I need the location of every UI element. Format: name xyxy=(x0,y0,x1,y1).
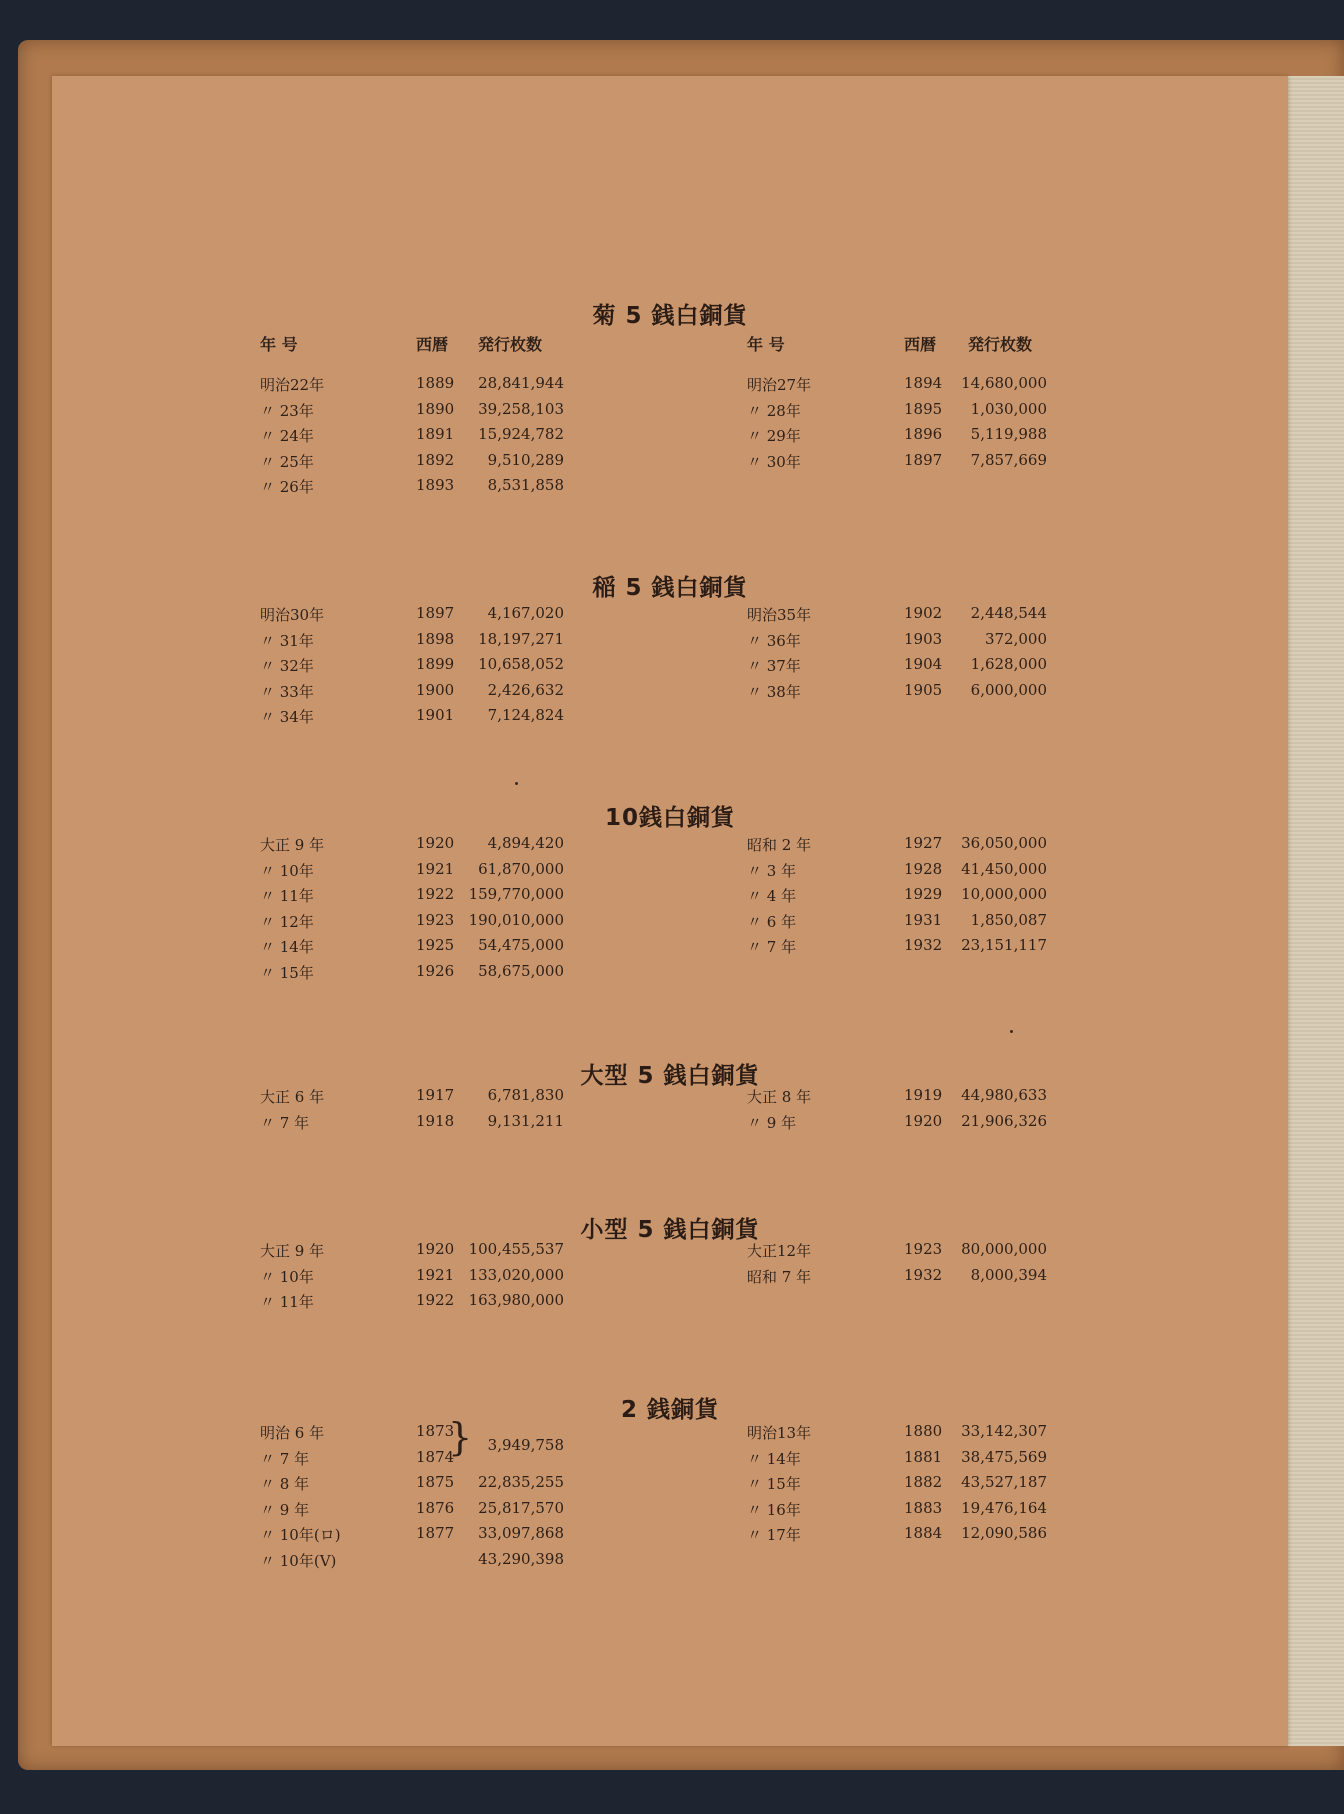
section-title-10sen: 10銭白銅貨 xyxy=(604,805,735,832)
cell-era: 明治22年 xyxy=(260,376,325,394)
cell-era: 昭和 7 年 xyxy=(747,1267,812,1286)
cell-count: 38,475,569 xyxy=(961,1447,1047,1466)
cell-era: 〃 11年 xyxy=(260,1293,314,1312)
cell-era: 〃 26年 xyxy=(260,478,314,497)
cell-era: 〃 3 年 xyxy=(747,861,797,880)
cell-ad: 1896 xyxy=(904,425,943,444)
cell-ad: 1920 xyxy=(416,834,455,852)
cell-count: 7,124,824 xyxy=(487,706,564,725)
cell-count: 133,020,000 xyxy=(468,1265,564,1284)
cell-era: 〃 8 年 xyxy=(260,1475,310,1494)
cell-ad: 1929 xyxy=(904,885,943,904)
paper-speck xyxy=(1010,1030,1013,1033)
cell-era: 〃 17年 xyxy=(747,1526,801,1545)
cell-count: 12,090,586 xyxy=(961,1524,1047,1543)
cell-ad: 1900 xyxy=(416,680,455,699)
cell-era: 〃 32年 xyxy=(260,657,314,676)
cell-ad: 1874 xyxy=(416,1447,455,1466)
cell-ad: 1932 xyxy=(904,1265,943,1284)
section-title-large-5sen: 大型 5 銭白銅貨 xyxy=(580,1063,760,1090)
cell-count: 33,142,307 xyxy=(961,1422,1047,1440)
cell-era: 明治35年 xyxy=(747,606,812,624)
cell-ad: 1895 xyxy=(904,399,943,418)
cell-count: 54,475,000 xyxy=(478,936,564,955)
cell-count: 43,290,398 xyxy=(478,1550,564,1568)
cell-era: 〃 34年 xyxy=(260,708,314,727)
cell-ad: 1899 xyxy=(416,655,455,674)
cell-era: 大正 9 年 xyxy=(260,1242,325,1260)
cell-ad: 1932 xyxy=(904,936,943,955)
cell-ad: 1926 xyxy=(416,962,455,980)
cell-count: 23,151,117 xyxy=(961,936,1047,955)
cell-count: 10,658,052 xyxy=(478,655,564,674)
cell-era: 〃 9 年 xyxy=(260,1500,310,1519)
cell-ad: 1873 xyxy=(416,1422,455,1440)
cell-count: 9,131,211 xyxy=(487,1111,564,1130)
cell-count: 28,841,944 xyxy=(478,374,564,392)
cell-era: 〃 7 年 xyxy=(260,1113,310,1132)
cell-era: 〃 12年 xyxy=(260,912,314,931)
cell-count: 2,426,632 xyxy=(487,680,564,699)
cell-count: 7,857,669 xyxy=(970,450,1047,469)
cell-count: 6,781,830 xyxy=(487,1086,564,1104)
cell-era: 〃 11年 xyxy=(260,887,314,906)
cell-ad: 1880 xyxy=(904,1422,943,1440)
cell-era: 〃 15年 xyxy=(747,1475,801,1494)
header-era-left: 年 号 xyxy=(260,335,298,354)
header-era-right: 年 号 xyxy=(747,335,785,354)
cell-era: 〃 23年 xyxy=(260,401,314,420)
cell-era: 大正 8 年 xyxy=(747,1088,812,1106)
cell-era: 〃 24年 xyxy=(260,427,314,446)
cell-ad: 1905 xyxy=(904,680,943,699)
cell-count: 3,949,758 xyxy=(487,1435,564,1454)
cell-ad: 1877 xyxy=(416,1524,455,1543)
cell-era: 〃 30年 xyxy=(747,452,801,471)
header-ad-left: 西暦 xyxy=(416,335,449,354)
cell-count: 44,980,633 xyxy=(961,1086,1047,1104)
cell-era: 〃 36年 xyxy=(747,631,801,650)
cell-era: 〃 4 年 xyxy=(747,887,797,906)
cell-count: 19,476,164 xyxy=(961,1498,1047,1517)
cell-era: 〃 10年 xyxy=(260,1267,314,1286)
cell-ad: 1897 xyxy=(904,450,943,469)
cell-count: 372,000 xyxy=(984,629,1047,648)
cell-era: 〃 15年 xyxy=(260,964,314,982)
cell-count: 8,531,858 xyxy=(487,476,564,495)
header-count-right: 発行枚数 xyxy=(968,335,1033,354)
cell-era: 〃 7 年 xyxy=(260,1449,310,1468)
cell-count: 2,448,544 xyxy=(970,604,1047,622)
cell-ad: 1882 xyxy=(904,1473,943,1492)
cell-era: 〃 29年 xyxy=(747,427,801,446)
cell-count: 159,770,000 xyxy=(468,885,564,904)
cell-ad: 1892 xyxy=(416,450,455,469)
cell-era: 明治13年 xyxy=(747,1424,812,1442)
cell-ad: 1923 xyxy=(416,910,455,929)
cell-era: 大正12年 xyxy=(747,1242,812,1260)
cell-era: 〃 14年 xyxy=(747,1449,801,1468)
section-title-kiku-5sen: 菊 5 銭白銅貨 xyxy=(592,303,748,330)
header-ad-right: 西暦 xyxy=(904,335,937,354)
cell-ad: 1920 xyxy=(904,1111,943,1130)
cell-ad: 1875 xyxy=(416,1473,455,1492)
cell-count: 190,010,000 xyxy=(468,910,564,929)
cell-ad: 1920 xyxy=(416,1240,455,1258)
cell-era: 〃 16年 xyxy=(747,1500,801,1519)
header-count-left: 発行枚数 xyxy=(478,335,543,354)
cell-ad: 1925 xyxy=(416,936,455,955)
cell-era: 〃 10年(V) xyxy=(260,1552,337,1570)
cell-ad: 1898 xyxy=(416,629,455,648)
cell-count: 8,000,394 xyxy=(970,1265,1047,1284)
cell-ad: 1923 xyxy=(904,1240,943,1258)
cell-ad: 1928 xyxy=(904,859,943,878)
cell-count: 1,850,087 xyxy=(970,910,1047,929)
cell-ad: 1921 xyxy=(416,859,455,878)
cell-era: 昭和 2 年 xyxy=(747,836,812,854)
paper-speck xyxy=(515,782,518,785)
cell-era: 〃 6 年 xyxy=(747,912,797,931)
cell-ad: 1890 xyxy=(416,399,455,418)
cell-era: 明治 6 年 xyxy=(260,1424,325,1442)
cell-era: 明治30年 xyxy=(260,606,325,624)
section-title-small-5sen: 小型 5 銭白銅貨 xyxy=(580,1217,760,1244)
cell-count: 61,870,000 xyxy=(478,859,564,878)
cell-ad: 1894 xyxy=(904,374,943,392)
cell-count: 10,000,000 xyxy=(961,885,1047,904)
cell-era: 〃 28年 xyxy=(747,401,801,420)
cell-ad: 1891 xyxy=(416,425,455,444)
combined-years-brace: } xyxy=(448,1415,473,1459)
cell-era: 〃 33年 xyxy=(260,682,314,701)
cell-ad: 1893 xyxy=(416,476,455,495)
cell-era: 〃 9 年 xyxy=(747,1113,797,1132)
cell-era: 大正 6 年 xyxy=(260,1088,325,1106)
cell-count: 36,050,000 xyxy=(961,834,1047,852)
cell-ad: 1903 xyxy=(904,629,943,648)
cell-ad: 1922 xyxy=(416,885,455,904)
section-title-ine-5sen: 稲 5 銭白銅貨 xyxy=(592,575,748,602)
section-title-2sen: 2 銭銅貨 xyxy=(620,1397,719,1424)
cell-count: 21,906,326 xyxy=(961,1111,1047,1130)
cell-ad: 1883 xyxy=(904,1498,943,1517)
cell-ad: 1904 xyxy=(904,655,943,674)
cell-count: 15,924,782 xyxy=(478,425,564,444)
cell-count: 14,680,000 xyxy=(961,374,1047,392)
cell-era: 〃 37年 xyxy=(747,657,801,676)
cell-count: 9,510,289 xyxy=(487,450,564,469)
cell-ad: 1917 xyxy=(416,1086,455,1104)
cell-era: 明治27年 xyxy=(747,376,812,394)
cell-count: 41,450,000 xyxy=(961,859,1047,878)
cell-count: 39,258,103 xyxy=(478,399,564,418)
cell-count: 33,097,868 xyxy=(478,1524,564,1543)
cell-ad: 1919 xyxy=(904,1086,943,1104)
cell-count: 5,119,988 xyxy=(970,425,1047,444)
cell-era: 大正 9 年 xyxy=(260,836,325,854)
cell-ad: 1881 xyxy=(904,1447,943,1466)
cell-count: 163,980,000 xyxy=(468,1291,564,1310)
cell-count: 22,835,255 xyxy=(478,1473,564,1492)
cell-era: 〃 7 年 xyxy=(747,938,797,957)
cell-count: 1,030,000 xyxy=(970,399,1047,418)
cell-count: 25,817,570 xyxy=(478,1498,564,1517)
cell-count: 1,628,000 xyxy=(970,655,1047,674)
cell-ad: 1889 xyxy=(416,374,455,392)
cell-era: 〃 14年 xyxy=(260,938,314,957)
cell-count: 4,894,420 xyxy=(487,834,564,852)
cell-ad: 1918 xyxy=(416,1111,455,1130)
cell-count: 58,675,000 xyxy=(478,962,564,980)
cell-count: 43,527,187 xyxy=(961,1473,1047,1492)
binder-spine-cloth xyxy=(1286,76,1344,1746)
cell-ad: 1931 xyxy=(904,910,943,929)
cell-era: 〃 25年 xyxy=(260,452,314,471)
cell-count: 80,000,000 xyxy=(961,1240,1047,1258)
cell-ad: 1922 xyxy=(416,1291,455,1310)
cell-ad: 1901 xyxy=(416,706,455,725)
cell-era: 〃 10年 xyxy=(260,861,314,880)
cell-era: 〃 10年(ロ) xyxy=(260,1526,341,1545)
cell-count: 4,167,020 xyxy=(487,604,564,622)
cell-count: 18,197,271 xyxy=(478,629,564,648)
cell-ad: 1921 xyxy=(416,1265,455,1284)
cell-ad: 1927 xyxy=(904,834,943,852)
cell-ad: 1884 xyxy=(904,1524,943,1543)
cell-ad: 1897 xyxy=(416,604,455,622)
cell-ad: 1902 xyxy=(904,604,943,622)
cell-era: 〃 31年 xyxy=(260,631,314,650)
cell-count: 6,000,000 xyxy=(970,680,1047,699)
cell-count: 100,455,537 xyxy=(468,1240,564,1258)
cell-era: 〃 38年 xyxy=(747,682,801,701)
mintage-table-sheet xyxy=(52,76,1288,1746)
cell-ad: 1876 xyxy=(416,1498,455,1517)
